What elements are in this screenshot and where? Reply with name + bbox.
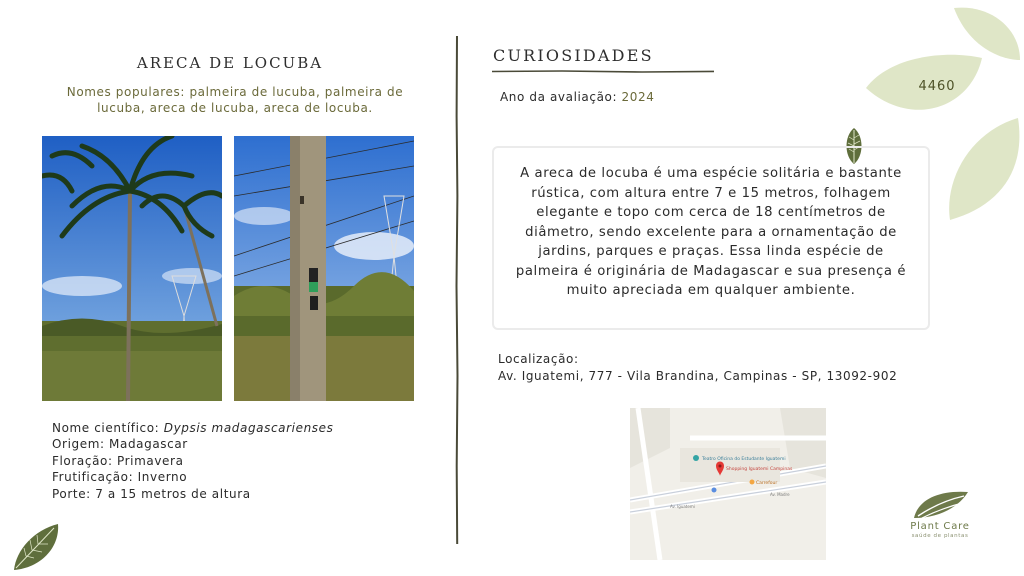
map-label-madre: Av. Madre bbox=[770, 492, 790, 497]
map-label-theater: Teatro Oficina do Estudante Iguatemi bbox=[702, 457, 786, 462]
map-label-carrefour: Carrefour bbox=[756, 481, 778, 486]
evaluation-year-value: 2024 bbox=[621, 90, 655, 104]
description-box: A areca de locuba é uma espécie solitária e bastante rústica, com altura entre 7 e 15 metros, folhagem elegante e topo com cerca de 18 centímetros de diâmetro, sendo excelente para a ornamentação de jardins, parques e praças. Essa linda espécie de palmeira é originária de Madagascar e sua presença é muito apreciada em qualquer ambiente. bbox=[492, 146, 930, 330]
map-label-avenue: Av. Iguatemi bbox=[670, 504, 695, 509]
palm-trunk-photo bbox=[234, 136, 414, 401]
evaluation-year-label: Ano da avaliação: bbox=[500, 90, 618, 104]
evaluation-number: 4460 bbox=[918, 79, 956, 94]
plant-facts bbox=[52, 420, 333, 502]
scientific-name-label: Nome científico: bbox=[52, 421, 160, 435]
scientific-name-value: Dypsis madagascarienses bbox=[163, 421, 334, 435]
palm-canopy-photo bbox=[42, 136, 222, 401]
map-marker bbox=[712, 488, 717, 493]
curiosities-title: CURIOSIDADES bbox=[493, 46, 654, 65]
logo-name: Plant Care bbox=[910, 521, 970, 532]
map-label-shopping: Shopping Iguatemi Campinas bbox=[726, 467, 793, 472]
fruiting: Frutificação: Inverno bbox=[52, 470, 188, 485]
scientific-name bbox=[52, 420, 333, 436]
logo-tagline: saúde de plantas bbox=[911, 533, 969, 539]
evaluation-year bbox=[500, 90, 655, 104]
plant-care-logo-icon bbox=[912, 488, 970, 520]
size: Porte: 7 a 15 metros de altura bbox=[52, 486, 251, 501]
flowering: Floração: Primavera bbox=[52, 453, 184, 468]
popular-names: Nomes populares: palmeira de lucuba, palmeira de lucuba, areca de lucuba, areca de locuba. bbox=[66, 85, 404, 115]
location-label: Localização: bbox=[498, 352, 579, 366]
map-marker bbox=[750, 480, 755, 485]
location-address: Av. Iguatemi, 777 - Vila Brandina, Campinas - SP, 13092-902 bbox=[498, 369, 898, 383]
title-underline bbox=[492, 70, 714, 73]
column-divider bbox=[455, 36, 459, 544]
map-marker bbox=[693, 455, 699, 461]
location-map[interactable] bbox=[630, 408, 826, 560]
origin: Origem: Madagascar bbox=[52, 437, 188, 452]
leaf-icon bbox=[10, 522, 62, 572]
plant-title: ARECA DE LOCUBA bbox=[136, 54, 324, 72]
